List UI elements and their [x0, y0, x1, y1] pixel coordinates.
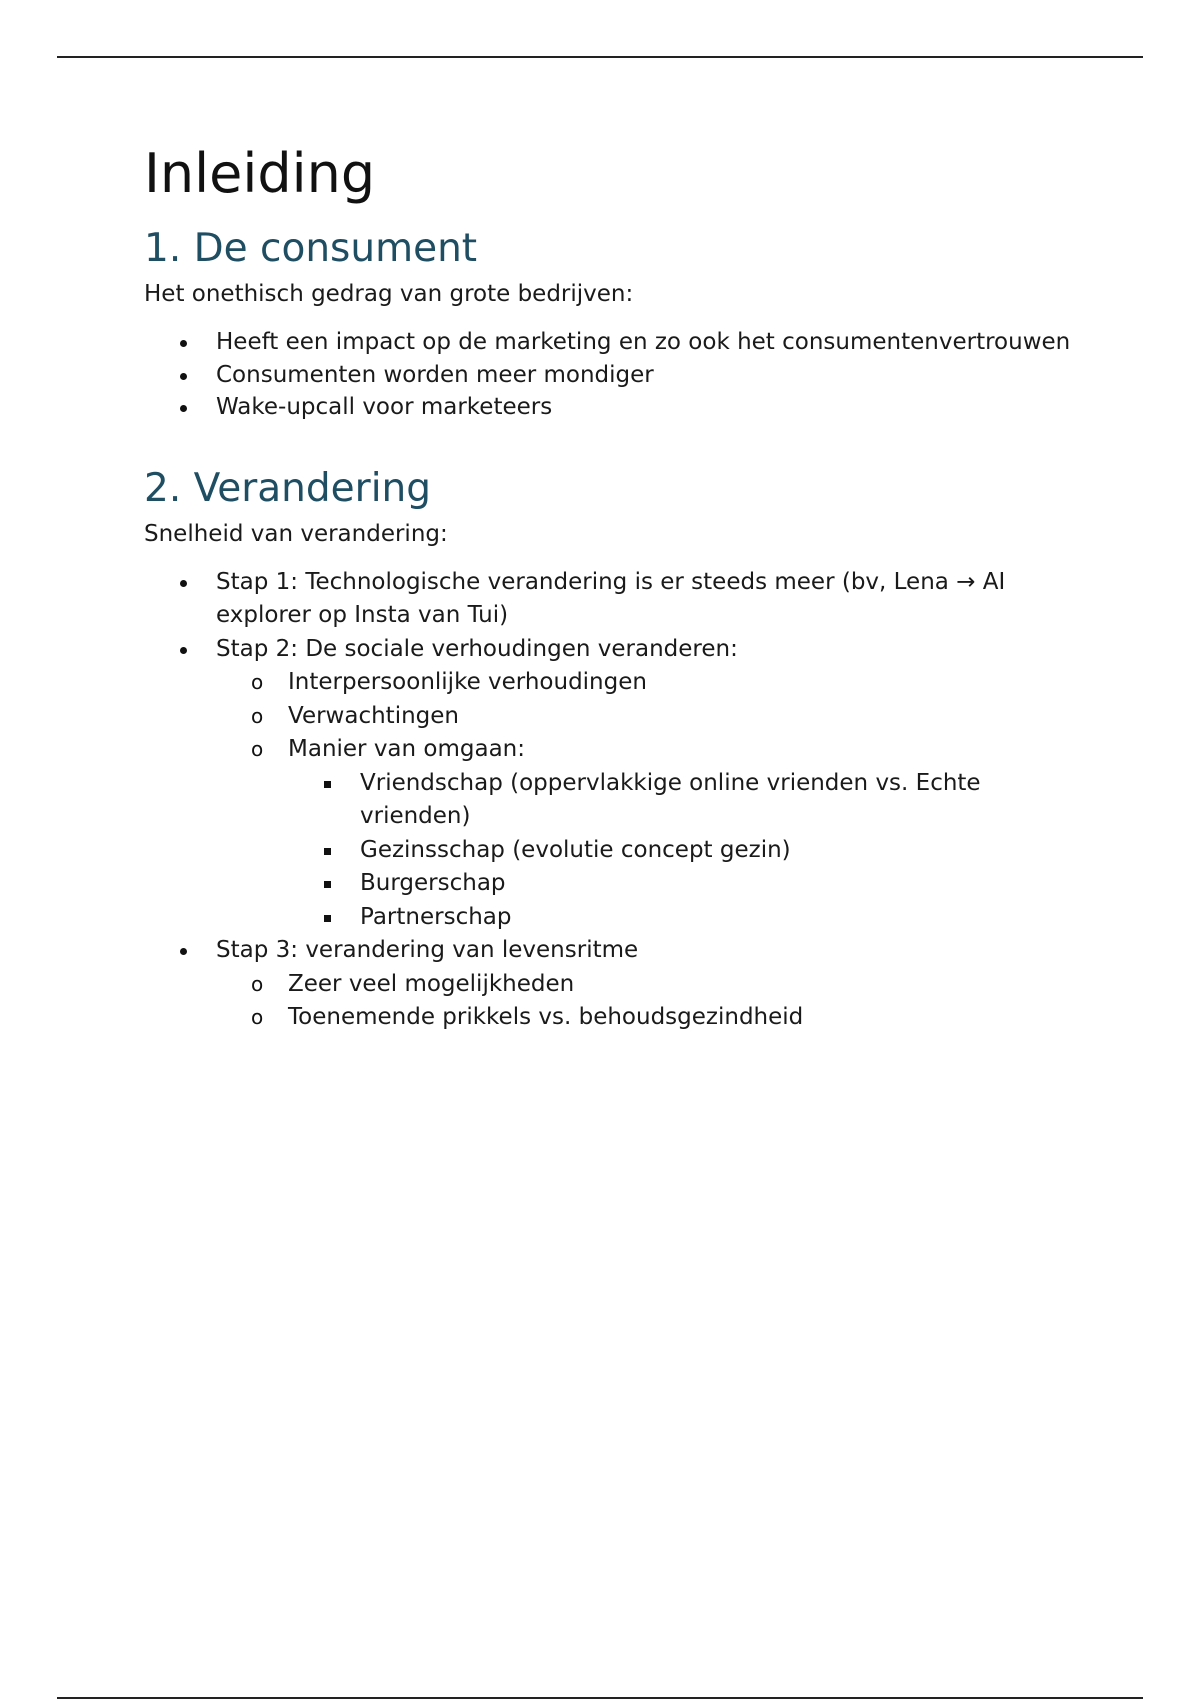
- list-item: [144, 566, 1084, 633]
- list-item: [144, 326, 1084, 359]
- bullet-dot-icon: [180, 405, 187, 412]
- sub-sub-list-item: [288, 901, 1084, 935]
- list-item: [144, 934, 1084, 1035]
- sub-list: [144, 968, 1084, 1035]
- bullet-list: [144, 566, 1084, 1035]
- sub-list: [144, 666, 1084, 934]
- document-body: [144, 138, 1084, 1035]
- bullet-dot-icon: [180, 580, 187, 587]
- section-heading: 1. De consument: [144, 226, 478, 271]
- list-item: [144, 391, 1084, 424]
- sub-list-item-text: Manier van omgaan:: [288, 736, 526, 762]
- bullet-circle-icon: o: [251, 1005, 264, 1029]
- bullet-list: [144, 326, 1084, 424]
- section-intro: Het onethisch gedrag van grote bedrijven:: [144, 281, 634, 307]
- sub-list-item: [216, 733, 1084, 934]
- bullet-square-icon: [324, 848, 331, 855]
- sub-list-item: [216, 1001, 1084, 1035]
- bullet-circle-icon: o: [251, 737, 264, 761]
- list-item-text: Consumenten worden meer mondiger: [216, 361, 654, 388]
- section-intro: Snelheid van verandering:: [144, 520, 448, 547]
- sub-sub-list-item-text: Partnerschap: [360, 903, 512, 930]
- bullet-dot-icon: [180, 340, 187, 347]
- list-item-text: Stap 3: verandering van levensritme: [216, 937, 639, 963]
- sub-sub-list-item: [288, 767, 1084, 834]
- sub-sub-list: [216, 767, 1084, 935]
- bullet-circle-icon: o: [251, 703, 264, 728]
- footer-rule: [57, 1697, 1143, 1699]
- list-item-text: Wake-upcall voor marketeers: [216, 394, 553, 420]
- sub-sub-list-item-text: Burgerschap: [360, 870, 506, 896]
- list-item-text: Heeft een impact op de marketing en zo ook het consumentenvertrouwen: [216, 329, 1071, 355]
- sub-list-item: [216, 666, 1084, 700]
- sub-list-item-text: Zeer veel mogelijkheden: [288, 970, 575, 997]
- sub-sub-list-item: [288, 867, 1084, 901]
- bullet-dot-icon: [180, 647, 187, 654]
- bullet-dot-icon: [180, 373, 187, 380]
- sub-list-item-text: Interpersoonlijke verhoudingen: [288, 669, 647, 695]
- bullet-square-icon: [324, 915, 331, 922]
- sub-list-item-text: Verwachtingen: [288, 702, 459, 729]
- bullet-square-icon: [324, 881, 331, 888]
- sub-sub-list-item-text: Vriendschap (oppervlakkige online vrienden vs. Echte vrienden): [360, 769, 981, 829]
- sub-list-item: [216, 700, 1084, 734]
- list-item: [144, 633, 1084, 935]
- list-item-text: Stap 2: De sociale verhoudingen veranderen:: [216, 635, 738, 662]
- bullet-dot-icon: [180, 948, 187, 955]
- section-heading: 2. Verandering: [144, 465, 431, 511]
- bullet-square-icon: [324, 781, 331, 788]
- list-item-text: Stap 1: Technologische verandering is er steeds meer (bv, Lena → AI explorer op Insta van Tui): [216, 568, 1006, 628]
- sub-sub-list-item-text: Gezinsschap (evolutie concept gezin): [360, 836, 791, 863]
- section-de-consument: [144, 224, 1084, 424]
- header-rule: [57, 56, 1143, 58]
- sub-sub-list-item: [288, 834, 1084, 868]
- list-item: [144, 359, 1084, 392]
- sub-list-item-text: Toenemende prikkels vs. behoudsgezindheid: [288, 1004, 804, 1030]
- section-verandering: [144, 464, 1084, 1035]
- sub-list-item: [216, 968, 1084, 1002]
- bullet-circle-icon: o: [251, 670, 264, 694]
- page-title: Inleiding: [144, 142, 376, 205]
- bullet-circle-icon: o: [251, 971, 264, 996]
